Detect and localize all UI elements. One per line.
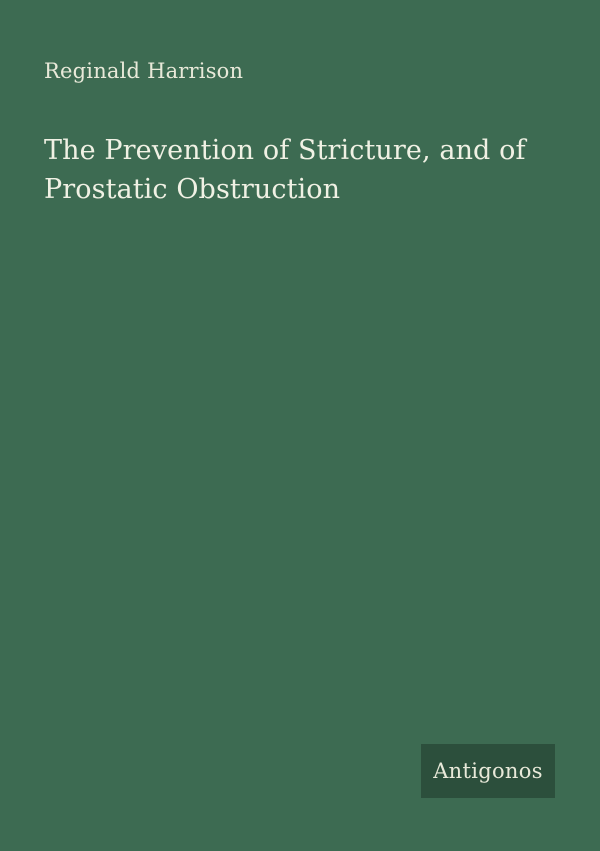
book-title: The Prevention of Stricture, and of Prostatic Obstruction <box>44 135 526 206</box>
publisher-badge <box>421 744 555 798</box>
publisher-name: Antigonos <box>433 759 543 783</box>
author-name: Reginald Harrison <box>44 59 244 83</box>
